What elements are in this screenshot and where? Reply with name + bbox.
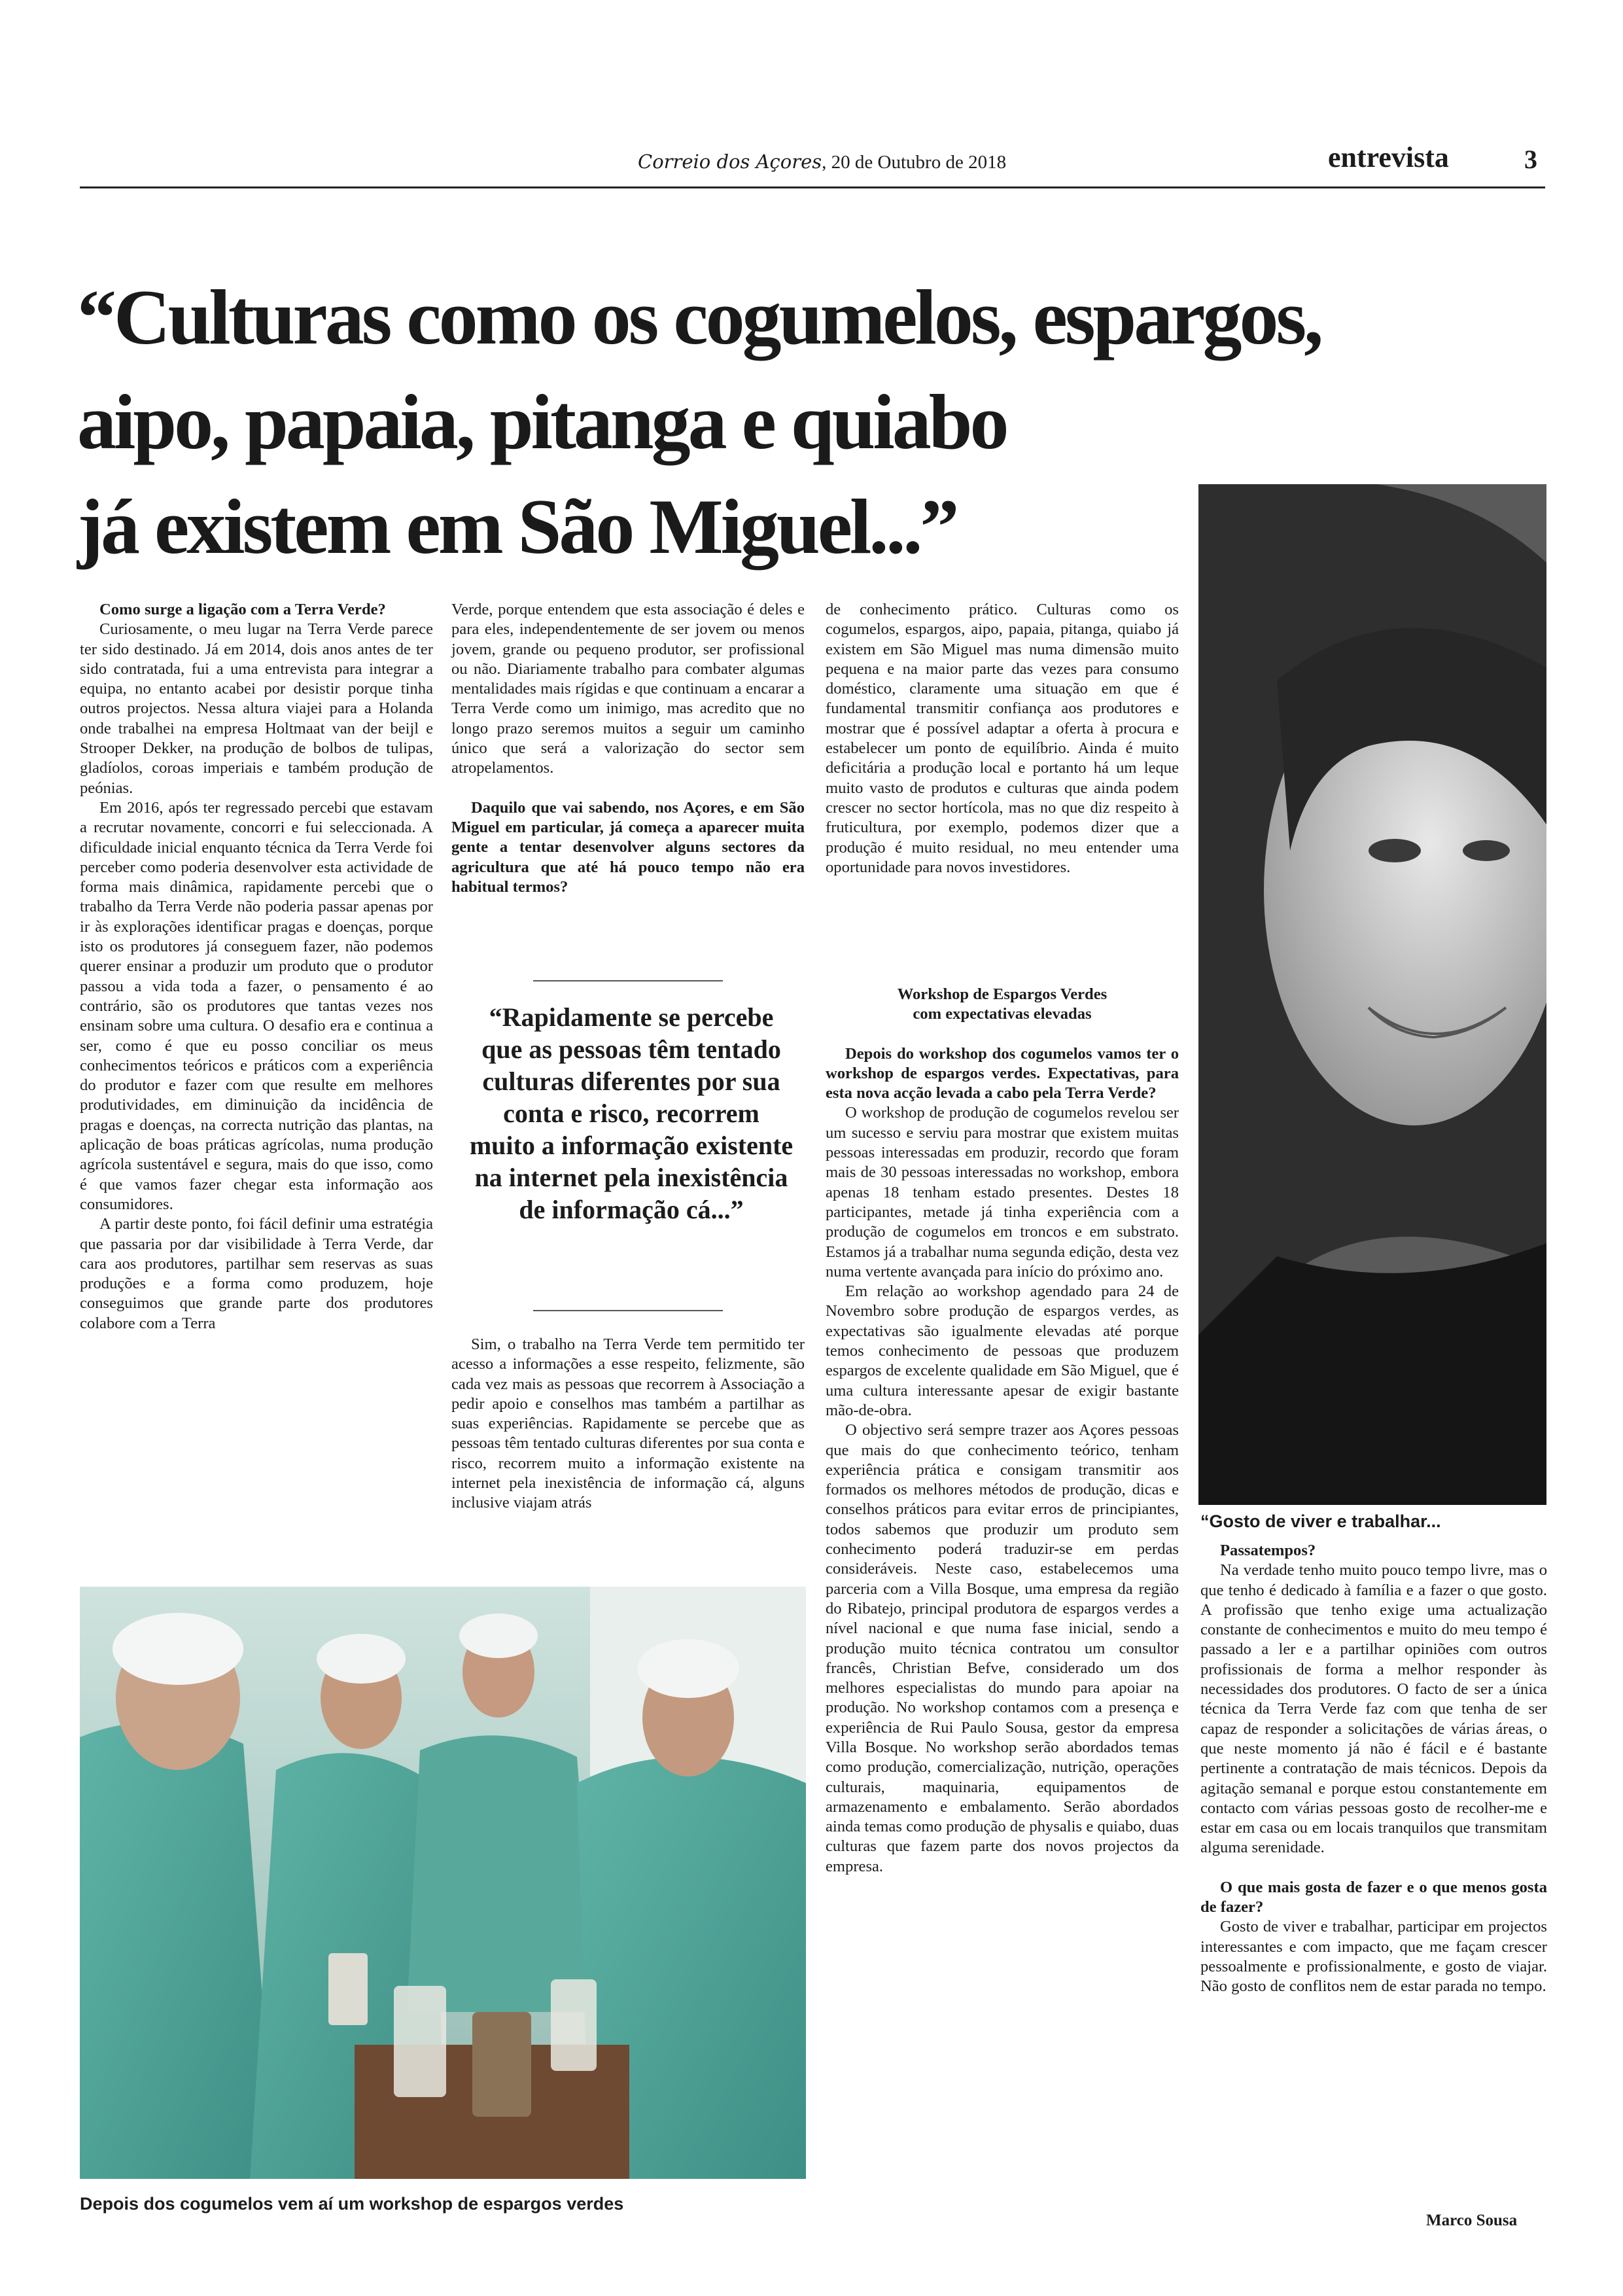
article-column-4 xyxy=(1200,1541,1547,1997)
workshop-group-photo xyxy=(80,1587,806,2179)
paragraph: Sim, o trabalho na Terra Verde tem permitido ter acesso a informações a esse respeito, felizmente, são cada vez mais as pessoas que recorrem à Associação a pedir apoio e conselhos mas também a partilhar as suas experiências. Rapidamente se percebe que as pessoas têm tentado culturas diferentes por sua conta e risco, recorrem muito a informação existente na internet pela inexistência de informação cá, alguns inclusive viajam atrás xyxy=(451,1335,805,1512)
article-column-1 xyxy=(80,600,433,1333)
article-column-3-continued xyxy=(826,985,1179,1877)
publication-date xyxy=(638,150,1006,173)
article-column-2 xyxy=(451,600,805,897)
group-photo-caption: Depois dos cogumelos vem aí um workshop de espargos verdes xyxy=(80,2194,624,2214)
article-column-2-continued xyxy=(451,1335,805,1513)
paragraph: de conhecimento prático. Culturas como os cogumelos, espargos, aipo, papaia, pitanga, quiabo já existem em São Miguel mas numa dimensão muito pequena e na maior parte das vezes para consumo doméstico, claramente uma situação em que é fundamental transmitir confiança aos produtores e mostrar que é possível adaptar a oferta à procura e estabelecer um ponto de equilíbrio. Ainda é muito deficitária a produção local e portanto há um leque muito vasto de produtos e culturas que ainda podem crescer no sector hortícola, mas no que diz respeito à fruticultura, por exemplo, podemos dizer que a produção é muito residual, no meu entender uma oportunidade para novos investidores. xyxy=(826,601,1179,876)
subheading-line-2: com expectativas elevadas xyxy=(913,1005,1092,1023)
article-column-3 xyxy=(826,600,1179,877)
byline: Marco Sousa xyxy=(1426,2212,1518,2229)
pull-quote-rule-bottom xyxy=(533,1310,723,1311)
workshop-photo-illustration xyxy=(80,1587,806,2179)
section-name: entrevista xyxy=(1328,141,1449,173)
interview-question: O que mais gosta de fazer e o que menos gosta de fazer? xyxy=(1200,1878,1547,1916)
pull-quote-rule-top xyxy=(533,980,723,981)
paragraph: Verde, porque entendem que esta associação é deles e para eles, independentemente de ser jovem ou menos jovem, grande ou pequeno produtor, ser profissional ou não. Diariamente trabalho para combater algumas mentalidades mais rígidas e que continuam a encarar a Terra Verde como um inimigo, mas acredito que no longo prazo seremos muitos a seguir um caminho único que será a valorização do sector sem atropelamentos. xyxy=(451,601,805,777)
interview-question: Passatempos? xyxy=(1220,1542,1316,1559)
paragraph: O workshop de produção de cogumelos revelou ser um sucesso e serviu para mostrar que existem muitas pessoas interessadas em produzir, recordo que foram mais de 30 pessoas interessadas no workshop, embora apenas 18 tenham estado presentes. Destes 18 participantes, metade já tinha experiência com a produção de cogumelos em troncos e em substrato. Estamos já a trabalhar numa segunda edição, desta vez numa vertente avançada para início do próximo ano. xyxy=(826,1104,1179,1280)
publication-name: Correio dos Açores xyxy=(638,150,822,173)
paragraph: Curiosamente, o meu lugar na Terra Verde parece ter sido destinado. Já em 2014, dois anos antes de ter sido contratada, fui a uma entrevista para integrar a equipa, no entanto acabei por desistir porque tinha outros projectos. Nessa altura viajei para a Holanda onde trabalhei na empresa Holtmaat van der beijl e Strooper Dekker, na produção de bolbos de tulipas, gladíolos, coroas imperiais e também produção de peónias. xyxy=(80,620,433,797)
paragraph: Na verdade tenho muito pouco tempo livre, mas o que tenho é dedicado à família e a fazer o que gosto. A profissão que tenho exige uma actualização constante de conhecimentos e muito do meu tempo é passado a ler e a partilhar opiniões com outros profissionais de forma a melhor responder às necessidades dos produtores. O facto de ser a única técnica da Terra Verde faz com que tenha de ser capaz de responder a solicitações de várias áreas, o que neste momento já não é fácil e é bastante pertinente a contratação de mais técnicos. Depois da agitação semanal e porque estou constantemente em contacto com várias pessoas gosto de recolher-me e estar em casa ou em locais tranquilos que transmitam alguma serenidade. xyxy=(1200,1561,1547,1857)
pull-quote: “Rapidamente se percebe que as pessoas têm tentado culturas diferentes por sua conta e risco, recorrem muito a informação existente na internet pela inexistência de informação cá...” xyxy=(469,1002,794,1224)
interview-question: Como surge a ligação com a Terra Verde? xyxy=(99,601,386,618)
page-number: 3 xyxy=(1524,145,1537,174)
paragraph: Em relação ao workshop agendado para 24 de Novembro sobre produção de espargos verdes, as expectativas são igualmente elevadas até porque temos conhecimento de pessoas que produzem espargos de excelente qualidade em São Miguel, que é uma cultura interessante apesar de exigir bastante mão-de-obra. xyxy=(826,1282,1179,1419)
subheading xyxy=(826,985,1179,1025)
headline-line-2: aipo, papaia, pitanga e quiabo xyxy=(77,378,1007,465)
issue-date: , 20 de Outubro de 2018 xyxy=(822,152,1007,173)
headline-line-1: “Culturas como os cogumelos, espargos, xyxy=(77,274,1321,361)
header-rule xyxy=(80,186,1545,188)
portrait-caption: “Gosto de viver e trabalhar... xyxy=(1200,1511,1441,1531)
paragraph: A partir deste ponto, foi fácil definir uma estratégia que passaria por dar visibilidade à Terra Verde, dar cara aos produtores, partilhar sem reservas as suas produções e a forma como produzem, hoje conseguimos que grande parte dos produtores colabore com a Terra xyxy=(80,1215,433,1332)
subheading-line-1: Workshop de Espargos Verdes xyxy=(897,985,1108,1003)
paragraph: Gosto de viver e trabalhar, participar em projectos interessantes e com impacto, que me façam crescer pessoalmente e profissionalmente, e gosto de viajar. Não gosto de conflitos nem de estar parada no tempo. xyxy=(1200,1918,1547,1996)
headline-line-3: já existem em São Miguel...” xyxy=(77,483,957,570)
portrait-photo xyxy=(1198,484,1546,1505)
interview-question: Daquilo que vai sabendo, nos Açores, e em São Miguel em particular, já começa a aparecer muita gente a tentar desenvolver alguns sectores da agricultura que até há pouco tempo não era habitual termos? xyxy=(451,798,805,896)
paragraph: Em 2016, após ter regressado percebi que estavam a recrutar novamente, concorri e fui seleccionada. A dificuldade inicial enquanto técnica da Terra Verde foi perceber como poderia desenvolver esta actividade de forma mais dinâmica, rapidamente percebi que o trabalho da Terra Verde não poderia passar apenas por ir às explorações identificar pragas e doenças, porque isto os produtores já conseguem fazer, não podemos querer ensinar a produzir um produto que o produtor passou a vida toda a fazer, o pensamento é ao contrário, são os produtores que tantas vezes nos ensinam sobre uma cultura. O desafio era e continua a ser, como é que eu posso conciliar os meus conhecimentos teóricos e práticos com a experiência do produtor e fazer com que resulte em melhores produtividades, em diminuição da incidência de pragas e doenças, na correcta nutrição das plantas, na aplicação de boas práticas agrícolas, numa produção agrícola sustentável e segura, mais do que isso, como é que vamos fazer chegar esta informação aos consumidores. xyxy=(80,798,433,1213)
paragraph: O objectivo será sempre trazer aos Açores pessoas que mais do que conhecimento teórico, tenham experiência prática e consigam transmitir aos formados os melhores métodos de produção, dicas e conselhos práticos para evitar erros de principiantes, todos sabemos que produzir um produto sem conhecimento poderá traduzir-se em perdas consideráveis. Neste caso, estabelecemos uma parceria com a Villa Bosque, uma empresa da região do Ribatejo, principal produtora de espargos verdes a nível nacional e que numa fase inicial, sendo a produção muito técnica contratou um consultor francês, Christian Befve, considerado um dos melhores especialistas do mundo para apoiar na produção. No workshop contamos com a presença e experiência de Rui Paulo Sousa, gestor da empresa Villa Bosque. No workshop serão abordados temas como produção, comercialização, nutrição, operações culturais, maquinaria, equipamentos de armazenamento e embalamento. Serão abordados ainda temas como produção de physalis e quiabo, duas culturas que fazem parte dos novos projectos da empresa. xyxy=(826,1421,1179,1875)
interview-question: Depois do workshop dos cogumelos vamos ter o workshop de espargos verdes. Expectativas, para esta nova acção levada a cabo pela Terra Verde? xyxy=(826,1044,1179,1103)
portrait-illustration xyxy=(1198,484,1546,1505)
